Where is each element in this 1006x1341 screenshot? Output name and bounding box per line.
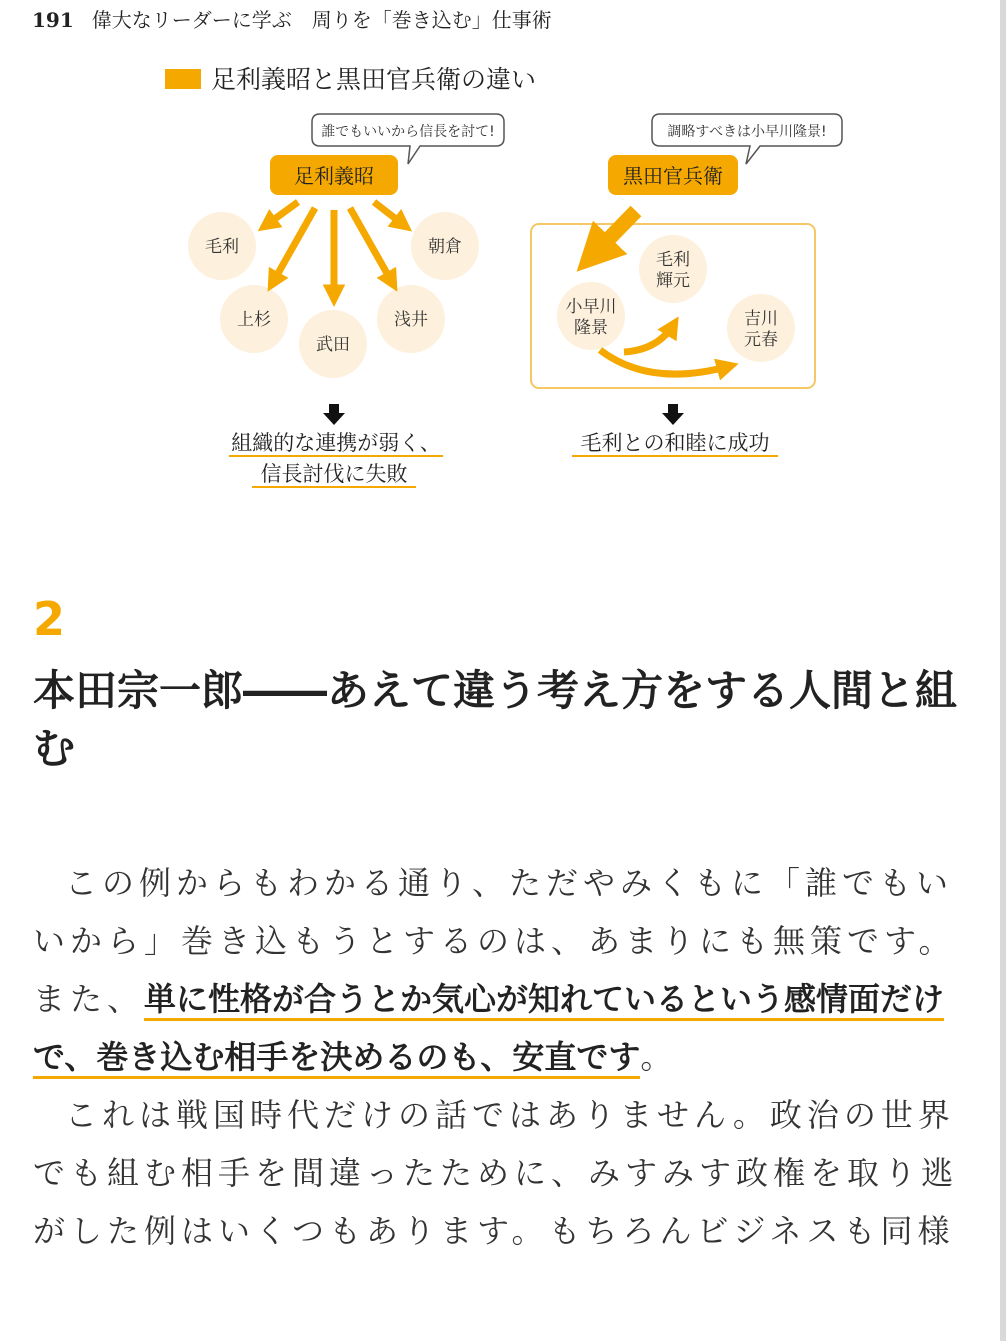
leader-kuroda-label: 黒田官兵衛 — [623, 164, 723, 188]
highlighted-phrase: 単に性格が合うとか気心が知れているという感情面だけで、巻き込む相手を決めるのも、安直です — [33, 980, 944, 1079]
right-speech-text: 調略すべきは小早川隆景! — [667, 124, 827, 140]
ally-takeda-label: 武田 — [316, 335, 350, 355]
figure-title-text: 足利義昭と黒田官兵衛の違い — [211, 65, 537, 94]
ally-azai — [377, 285, 445, 353]
body-text — [33, 854, 975, 1260]
figure-title — [165, 60, 536, 96]
scrollbar[interactable] — [1000, 0, 1006, 1341]
leader-ashikaga-label: 足利義昭 — [294, 164, 374, 188]
right-result: 毛利との和睦に成功 — [580, 431, 770, 455]
arrow-to-azai — [350, 208, 393, 284]
paragraph-1 — [33, 854, 975, 1086]
paragraph-1-text: この例からもわかる通り、ただやみくもに「誰でもいいから」巻き込もうとするのは、あまりにも無策です。また、 — [33, 864, 956, 1018]
motoharu-label-2: 元春 — [744, 330, 778, 350]
terumoto-label-2: 輝元 — [656, 271, 690, 291]
running-header — [32, 4, 552, 33]
chapter-number: 2 — [33, 592, 66, 646]
ally-mouri-label: 毛利 — [205, 237, 239, 257]
leader-kuroda — [608, 155, 738, 195]
left-speech-text: 誰でもいいから信長を討て! — [321, 124, 495, 140]
page-number: 191 — [32, 8, 74, 32]
ally-asakura — [411, 212, 479, 280]
member-terumoto — [639, 235, 707, 303]
ally-azai-label: 浅井 — [394, 310, 428, 330]
takakage-label-2: 隆景 — [574, 318, 608, 338]
member-motoharu — [727, 294, 795, 362]
terumoto-label-1: 毛利 — [656, 250, 690, 270]
comparison-diagram — [0, 100, 1000, 500]
ally-uesugi-label: 上杉 — [237, 310, 271, 330]
takakage-label-1: 小早川 — [565, 297, 617, 317]
motoharu-label-1: 吉川 — [744, 309, 778, 329]
member-takakage — [557, 282, 625, 350]
paragraph-1-end: 。 — [640, 1038, 678, 1076]
left-result-arrow-icon — [323, 404, 345, 425]
left-result-line2: 信長討伐に失敗 — [260, 462, 408, 486]
leader-ashikaga — [270, 155, 398, 195]
book-title: 偉大なリーダーに学ぶ 周りを「巻き込む」仕事術 — [91, 8, 552, 32]
scatter-arrows — [265, 202, 405, 298]
chapter-title: 本田宗一郎――あえて違う考え方をする人間と組む — [33, 666, 958, 773]
title-swatch — [165, 69, 201, 89]
ally-asakura-label: 朝倉 — [428, 237, 462, 257]
right-result-arrow-icon — [662, 404, 684, 425]
arrow-to-mouri — [265, 202, 298, 226]
arrow-to-asakura — [374, 202, 405, 226]
paragraph-2: これは戦国時代だけの話ではありません。政治の世界でも組む相手を間違ったために、みすみす政権を取り逃がした例はいくつもあります。もちろんビジネスも同様 — [33, 1096, 959, 1250]
left-result-line1: 組織的な連携が弱く、 — [231, 431, 441, 455]
ally-mouri — [188, 212, 256, 280]
ally-uesugi — [220, 285, 288, 353]
ally-takeda — [299, 310, 367, 378]
